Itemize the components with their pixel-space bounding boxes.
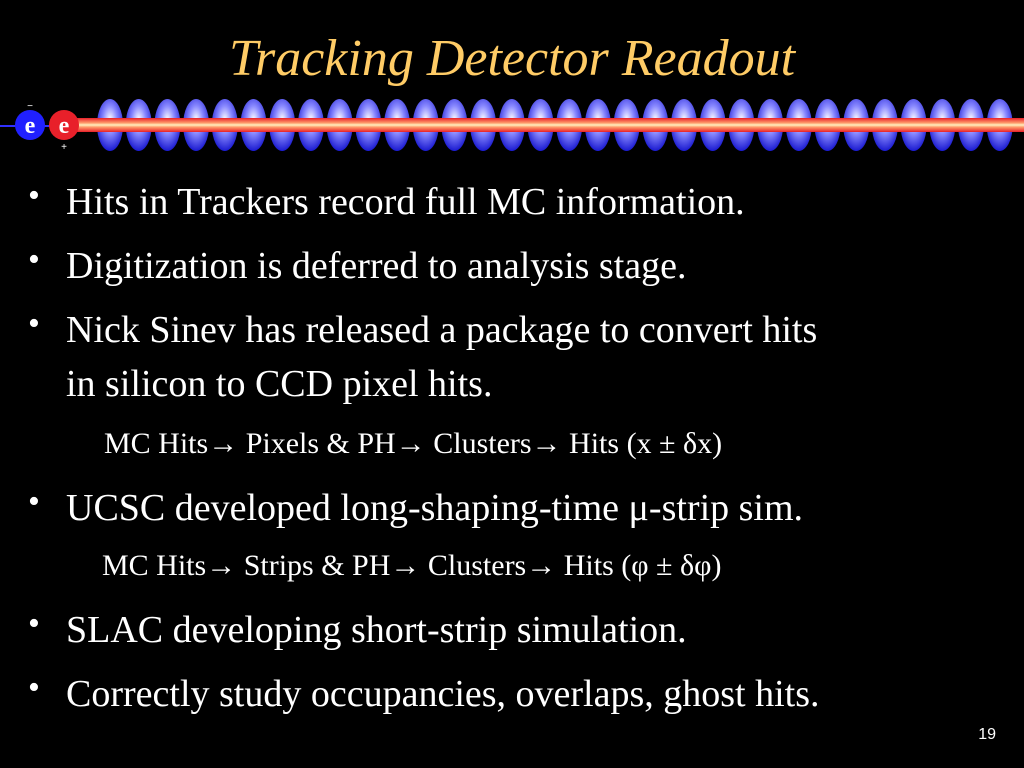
bullet-icon: • xyxy=(28,483,40,520)
page-number: 19 xyxy=(978,726,996,743)
svg-text:−: − xyxy=(27,101,33,112)
bullet-icon: • xyxy=(28,305,40,342)
bullet-text: UCSC developed long-shaping-time μ-strip sim. xyxy=(66,487,804,529)
bullet-icon: • xyxy=(28,241,40,278)
sub-line-strips: MC Hits→ Strips & PH→ Clusters→ Hits (φ ± δφ) xyxy=(102,549,722,582)
bullet-text: Nick Sinev has released a package to convert hits xyxy=(66,309,818,351)
bullet-text: Digitization is deferred to analysis stage. xyxy=(66,245,687,287)
svg-text:+: + xyxy=(61,142,67,153)
svg-text:e: e xyxy=(58,113,70,139)
slide-title: Tracking Detector Readout xyxy=(228,30,796,87)
beam-banner xyxy=(0,98,1024,158)
bullet-text-continued: in silicon to CCD pixel hits. xyxy=(66,363,493,405)
bullet-icon: • xyxy=(28,177,40,214)
bullet-icon: • xyxy=(28,605,40,642)
bullet-text: SLAC developing short-strip simulation. xyxy=(66,609,687,651)
bullet-icon: • xyxy=(28,669,40,706)
svg-text:e: e xyxy=(24,113,36,139)
bullet-text: Correctly study occupancies, overlaps, ghost hits. xyxy=(66,673,820,715)
sub-line-pixels: MC Hits→ Pixels & PH→ Clusters→ Hits (x ± δx) xyxy=(104,427,723,460)
bullet-text: Hits in Trackers record full MC information. xyxy=(66,181,745,223)
